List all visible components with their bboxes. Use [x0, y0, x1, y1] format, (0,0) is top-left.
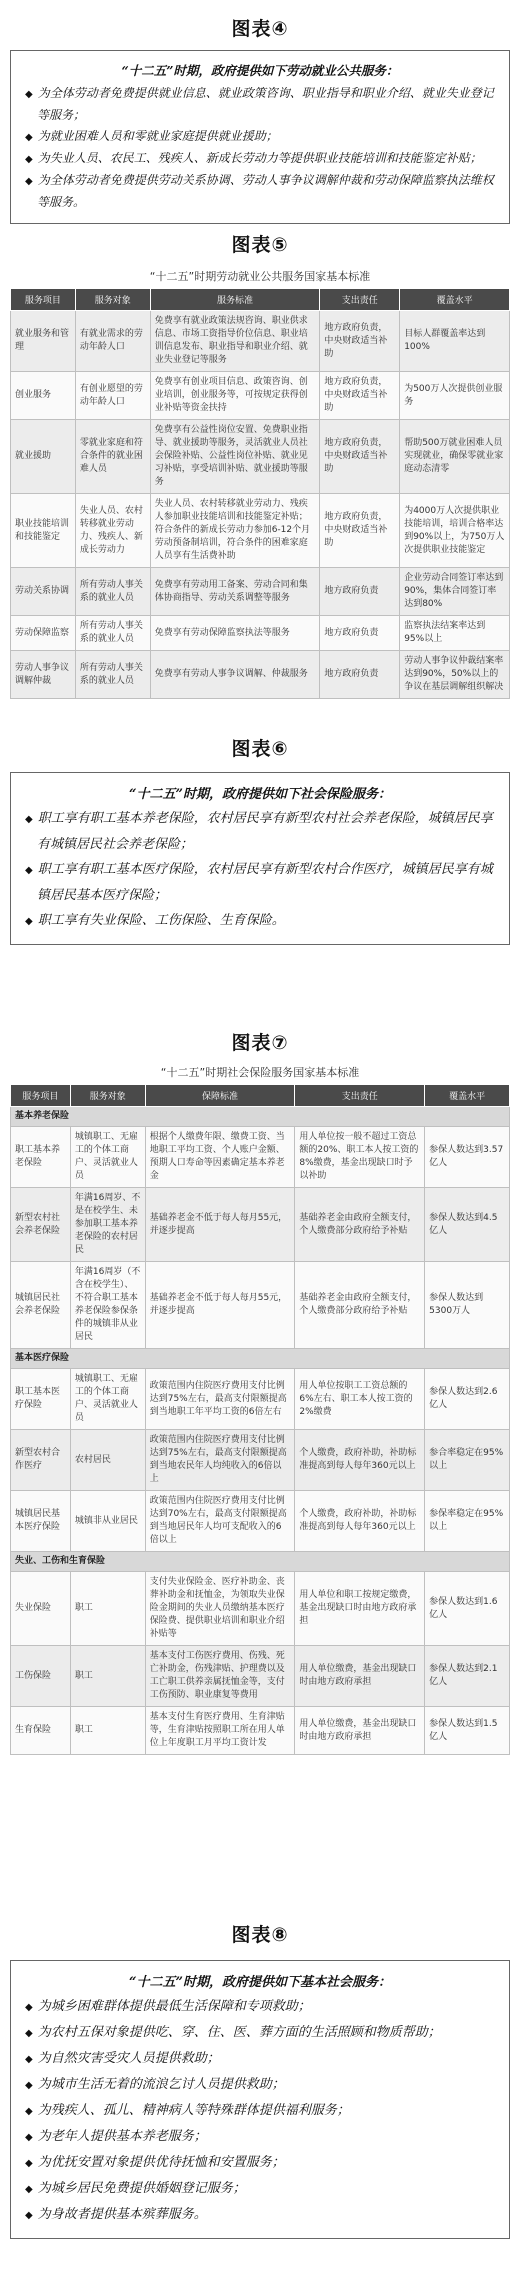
table-cell: 职工	[70, 1572, 145, 1646]
figure-7-title: 图表⑦	[231, 1032, 289, 1054]
table-cell: 基础养老金不低于每人每月55元，并逐步提高	[145, 1262, 295, 1349]
table-cell: 劳动人事争议仲裁结案率达到90%，50%以上的争议在基层调解组织解决	[400, 651, 510, 699]
table-cell: 失业保险	[11, 1572, 71, 1646]
table-cell: 政策范围内住院医疗费用支付比例达到70%左右，最高支付限额提高到当地居民年人均可支配收入的6倍以上	[145, 1491, 295, 1552]
table-cell: 劳动人事争议调解仲裁	[11, 651, 76, 699]
list-item: ◆ 为全体劳动者免费提供劳动关系协调、劳动人事争议调解仲裁和劳动保障监察执法维权等服务。	[25, 170, 495, 213]
table-cell: 为500万人次提供创业服务	[400, 372, 510, 420]
table-group-label: 基本养老保险	[11, 1107, 510, 1127]
table-cell: 新型农村合作医疗	[11, 1430, 71, 1491]
table-cell: 基本支付生育医疗费用、生育津贴等，生育津贴按照职工所在用人单位上年度职工月平均工资计发	[145, 1707, 295, 1755]
table-cell: 城镇职工、无雇工的个体工商户、灵活就业人员	[70, 1369, 145, 1430]
figure-6-list	[25, 806, 495, 934]
table-cell: 免费享有劳动人事争议调解、仲裁服务	[150, 651, 320, 699]
table-cell: 个人缴费，政府补助，补助标准提高到每人每年360元以上	[295, 1430, 425, 1491]
table-cell: 政策范围内住院医疗费用支付比例达到75%左右，最高支付限额提高到当地农民年人均纯收入的6倍以上	[145, 1430, 295, 1491]
table-cell: 参保人数达到5300万人	[425, 1262, 510, 1349]
table-cell: 免费享有创业项目信息、政策咨询、创业培训，创业服务等，可按规定获得创业补贴等资金扶持	[150, 372, 320, 420]
table-cell: 用人单位按职工工资总额的6%左右、职工本人按工资的2%缴费	[295, 1369, 425, 1430]
figure-5-title: 图表⑤	[231, 234, 289, 256]
table-cell: 所有劳动人事关系的就业人员	[75, 568, 150, 616]
figure-4-list	[25, 83, 495, 213]
table-cell: 失业人员、农村转移就业劳动力、残疾人参加职业技能培训和技能鉴定补贴；符合条件的新成长劳动力参加6-12个月劳动预备制培训，符合条件的困难家庭人员享有生活费补助	[150, 494, 320, 568]
table-row	[11, 1572, 510, 1646]
table-row	[11, 372, 510, 420]
table-cell: 基础养老金由政府全额支付，个人缴费部分政府给予补贴	[295, 1262, 425, 1349]
table-cell: 职工	[70, 1646, 145, 1707]
figure-7-table	[10, 1084, 510, 1755]
list-item: ◆ 为城市生活无着的流浪乞讨人员提供救助；	[25, 2072, 495, 2098]
table-cell: 参保人数达到3.57亿人	[425, 1127, 510, 1188]
table-row	[11, 1491, 510, 1552]
table-cell: 就业援助	[11, 420, 76, 494]
table-cell: 劳动关系协调	[11, 568, 76, 616]
list-item: ◆ 职工享有职工基本养老保险，农村居民享有新型农村社会养老保险，城镇居民享有城镇居民社会养老保险；	[25, 806, 495, 857]
table-cell: 农村居民	[70, 1430, 145, 1491]
table-cell: 职工基本医疗保险	[11, 1369, 71, 1430]
list-item: ◆ 为老年人提供基本养老服务；	[25, 2124, 495, 2150]
table-group-label: 基本医疗保险	[11, 1349, 510, 1369]
table-header-row	[11, 1085, 510, 1107]
table-cell: 地方政府负责，中央财政适当补助	[320, 372, 400, 420]
table-group-row	[11, 1349, 510, 1369]
table-cell: 地方政府负责，中央财政适当补助	[320, 420, 400, 494]
table-cell: 地方政府负责	[320, 568, 400, 616]
table-cell: 免费享有公益性岗位安置、免费职业指导、就业援助等服务，灵活就业人员社会保险补贴、公益性岗位补贴、就业见习补贴，享受培训补贴、就业援助等服务	[150, 420, 320, 494]
figure-8-lead: “十二五”时期，政府提供如下基本社会服务：	[129, 1975, 391, 1990]
table-header-row	[11, 289, 510, 311]
list-item: ◆ 为失业人员、农民工、残疾人、新成长劳动力等提供职业技能培训和技能鉴定补贴；	[25, 148, 495, 170]
column-header: 服务项目	[11, 289, 76, 311]
table-cell: 基础养老金不低于每人每月55元，并逐步提高	[145, 1188, 295, 1262]
column-header: 覆盖水平	[425, 1085, 510, 1107]
list-item: ◆ 为城乡居民免费提供婚姻登记服务；	[25, 2176, 495, 2202]
table-row	[11, 311, 510, 372]
table-cell: 参合率稳定在95%以上	[425, 1430, 510, 1491]
column-header: 服务标准	[150, 289, 320, 311]
table-row	[11, 616, 510, 651]
figure-8-list	[25, 1994, 495, 2228]
table-group-label: 失业、工伤和生育保险	[11, 1552, 510, 1572]
list-item: ◆ 为自然灾害受灾人员提供救助；	[25, 2046, 495, 2072]
table-row	[11, 420, 510, 494]
figure-6-box	[10, 772, 510, 945]
table-cell: 年满16周岁、不是在校学生、未参加职工基本养老保险的农村居民	[70, 1188, 145, 1262]
table-row	[11, 1262, 510, 1349]
list-item: ◆ 为残疾人、孤儿、精神病人等特殊群体提供福利服务；	[25, 2098, 495, 2124]
table-cell: 城镇职工、无雇工的个体工商户、灵活就业人员	[70, 1127, 145, 1188]
table-cell: 参保人数达到2.1亿人	[425, 1646, 510, 1707]
table-cell: 帮助500万就业困难人员实现就业，确保零就业家庭动态清零	[400, 420, 510, 494]
table-row	[11, 1430, 510, 1491]
table-cell: 免费享有劳动用工备案、劳动合同和集体协商指导、劳动关系调整等服务	[150, 568, 320, 616]
table-cell: 有创业愿望的劳动年龄人口	[75, 372, 150, 420]
table-cell: 工伤保险	[11, 1646, 71, 1707]
table-cell: 参保率稳定在95%以上	[425, 1491, 510, 1552]
table-cell: 用人单位和职工按规定缴费，基金出现缺口时由地方政府承担	[295, 1572, 425, 1646]
table-row	[11, 1646, 510, 1707]
table-row	[11, 1369, 510, 1430]
list-item: ◆ 为身故者提供基本殡葬服务。	[25, 2202, 495, 2228]
table-cell: 职工基本养老保险	[11, 1127, 71, 1188]
column-header: 支出责任	[295, 1085, 425, 1107]
figure-8-box	[10, 1960, 510, 2239]
table-cell: 目标人群覆盖率达到100%	[400, 311, 510, 372]
table-cell: 用人单位缴费，基金出现缺口时由地方政府承担	[295, 1646, 425, 1707]
table-cell: 城镇居民社会养老保险	[11, 1262, 71, 1349]
table-cell: 地方政府负责，中央财政适当补助	[320, 494, 400, 568]
table-cell: 劳动保障监察	[11, 616, 76, 651]
table-cell: 有就业需求的劳动年龄人口	[75, 311, 150, 372]
column-header: 支出责任	[320, 289, 400, 311]
list-item: ◆ 为优抚安置对象提供优待抚恤和安置服务；	[25, 2150, 495, 2176]
table-cell: 地方政府负责，中央财政适当补助	[320, 311, 400, 372]
list-item: ◆ 为城乡困难群体提供最低生活保障和专项救助；	[25, 1994, 495, 2020]
table-cell: 地方政府负责	[320, 651, 400, 699]
table-cell: 基本支付工伤医疗费用、伤残、死亡补助金，伤残津贴、护理费以及工亡职工供养亲属抚恤金等，支付工伤预防、职业康复等费用	[145, 1646, 295, 1707]
table-cell: 零就业家庭和符合条件的就业困难人员	[75, 420, 150, 494]
column-header: 服务对象	[75, 289, 150, 311]
table-group-row	[11, 1107, 510, 1127]
figure-5-subtitle: “十二五”时期劳动就业公共服务国家基本标准	[149, 270, 371, 283]
column-header: 覆盖水平	[400, 289, 510, 311]
table-cell: 城镇居民基本医疗保险	[11, 1491, 71, 1552]
figure-8-title: 图表⑧	[231, 1924, 289, 1946]
table-cell: 年满16周岁（不含在校学生）、不符合职工基本养老保险参保条件的城镇非从业居民	[70, 1262, 145, 1349]
figure-4-box	[10, 50, 510, 224]
list-item: ◆ 为就业困难人员和零就业家庭提供就业援助；	[25, 126, 495, 148]
table-cell: 政策范围内住院医疗费用支付比例达到75%左右，最高支付限额提高到当地职工年平均工资的6倍左右	[145, 1369, 295, 1430]
table-cell: 根据个人缴费年限、缴费工资、当地职工平均工资、个人账户金额、预期人口寿命等因素确定基本养老金	[145, 1127, 295, 1188]
figure-6-title: 图表⑥	[231, 738, 289, 760]
table-cell: 监察执法结案率达到95%以上	[400, 616, 510, 651]
table-cell: 免费享有劳动保障监察执法等服务	[150, 616, 320, 651]
figure-6-lead: “十二五”时期，政府提供如下社会保险服务：	[129, 787, 391, 802]
table-row	[11, 568, 510, 616]
table-cell: 用人单位按一般不超过工资总额的20%、职工本人按工资的8%缴费，基金出现缺口时予以补助	[295, 1127, 425, 1188]
column-header: 服务对象	[70, 1085, 145, 1107]
column-header: 服务项目	[11, 1085, 71, 1107]
list-item: ◆ 职工享有失业保险、工伤保险、生育保险。	[25, 908, 495, 934]
table-cell: 免费享有就业政策法规咨询、职业供求信息、市场工资指导价位信息、职业培训信息发布、职业指导和职业介绍、就业失业登记等服务	[150, 311, 320, 372]
table-row	[11, 494, 510, 568]
table-cell: 地方政府负责	[320, 616, 400, 651]
table-row	[11, 1127, 510, 1188]
table-cell: 为4000万人次提供职业技能培训，培训合格率达到90%以上，为750万人次提供职业技能鉴定	[400, 494, 510, 568]
list-item: ◆ 为全体劳动者免费提供就业信息、就业政策咨询、职业指导和职业介绍、就业失业登记等服务；	[25, 83, 495, 126]
table-row	[11, 651, 510, 699]
table-cell: 企业劳动合同签订率达到90%，集体合同签订率达到80%	[400, 568, 510, 616]
table-cell: 用人单位缴费，基金出现缺口时由地方政府承担	[295, 1707, 425, 1755]
table-cell: 职业技能培训和技能鉴定	[11, 494, 76, 568]
table-row	[11, 1188, 510, 1262]
column-header: 保障标准	[145, 1085, 295, 1107]
list-item: ◆ 职工享有职工基本医疗保险，农村居民享有新型农村合作医疗，城镇居民享有城镇居民基本医疗保险；	[25, 857, 495, 908]
figure-4-title: 图表④	[231, 18, 289, 40]
table-cell: 失业人员、农村转移就业劳动力、残疾人、新成长劳动力	[75, 494, 150, 568]
table-row	[11, 1707, 510, 1755]
table-cell: 支付失业保险金、医疗补助金、丧葬补助金和抚恤金，为领取失业保险金期间的失业人员缴纳基本医疗保险费、提供职业培训和职业介绍补贴等	[145, 1572, 295, 1646]
table-cell: 参保人数达到1.5亿人	[425, 1707, 510, 1755]
table-cell: 个人缴费，政府补助，补助标准提高到每人每年360元以上	[295, 1491, 425, 1552]
table-cell: 城镇非从业居民	[70, 1491, 145, 1552]
figure-7-subtitle: “十二五”时期社会保险服务国家基本标准	[160, 1066, 360, 1079]
figure-4-lead: “十二五”时期，政府提供如下劳动就业公共服务：	[121, 63, 399, 78]
table-cell: 就业服务和管理	[11, 311, 76, 372]
table-cell: 创业服务	[11, 372, 76, 420]
figure-5-table	[10, 288, 510, 699]
table-group-row	[11, 1552, 510, 1572]
list-item: ◆ 为农村五保对象提供吃、穿、住、医、葬方面的生活照顾和物质帮助；	[25, 2020, 495, 2046]
table-cell: 新型农村社会养老保险	[11, 1188, 71, 1262]
table-cell: 参保人数达到2.6亿人	[425, 1369, 510, 1430]
table-cell: 生育保险	[11, 1707, 71, 1755]
table-cell: 所有劳动人事关系的就业人员	[75, 651, 150, 699]
table-cell: 参保人数达到4.5亿人	[425, 1188, 510, 1262]
table-cell: 职工	[70, 1707, 145, 1755]
table-cell: 参保人数达到1.6亿人	[425, 1572, 510, 1646]
table-cell: 基础养老金由政府全额支付，个人缴费部分政府给予补贴	[295, 1188, 425, 1262]
table-cell: 所有劳动人事关系的就业人员	[75, 616, 150, 651]
